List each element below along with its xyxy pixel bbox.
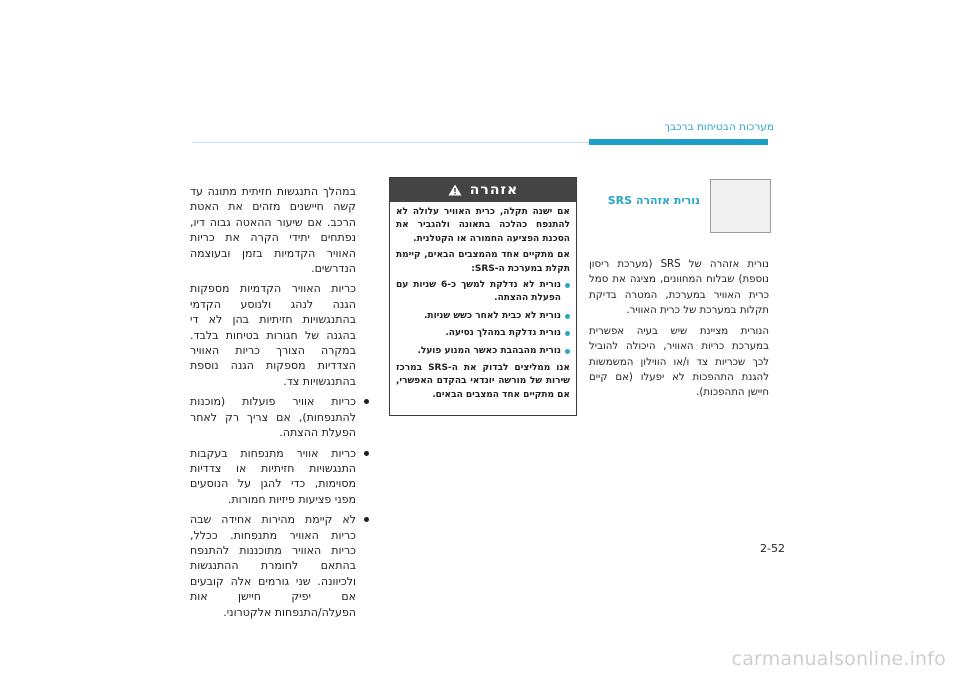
left-bullet-list bbox=[190, 394, 356, 620]
list-item bbox=[190, 512, 356, 620]
section-title: מערכות הבטיחות ברכבך bbox=[664, 121, 774, 133]
left-column bbox=[190, 184, 356, 619]
warning-condition-lead: אם מתקיים אחד מהמצבים הבאים, קיימת תקלת במערכת ה-SRS: bbox=[396, 250, 570, 274]
list-item bbox=[396, 279, 570, 306]
bullet-icon bbox=[364, 517, 369, 522]
list-item bbox=[190, 394, 356, 440]
warning-light-title: נורית אזהרה SRS bbox=[607, 194, 700, 207]
warning-header bbox=[390, 178, 576, 202]
warning-closing: אנו ממליצים לבדוק את ה-SRS במרכז שירות של מורשה יונדאי בהקדם האפשרי, אם מתקיים אחד המצבים הבאים. bbox=[396, 363, 570, 400]
warning-item: נורית לא נדלקת למשך כ-6 שניות עם הפעלת ההצתה. bbox=[396, 280, 561, 304]
warning-box bbox=[389, 177, 577, 416]
list-item bbox=[396, 345, 570, 358]
right-paragraph-1: נורית אזהרה של SRS (מערכת ריסון נוספת) שבלוח המחוונים, מציגה את סמל כרית האוויר במערכת, המטרה בדיקת תקלות במערכת של כרית האוויר. bbox=[589, 259, 769, 316]
warning-intro: אם ישנה תקלה, כרית האוויר עלולה לא להתנפח כהלכה בתאונה ולהגביר את הסכנת הפציעה החמורה או הקטלנית. bbox=[396, 207, 570, 244]
right-paragraph-2: הנורית מציינת שיש בעיה אפשרית במערכת כריות האוויר, היכולה להוביל לכך שכריות צד ו/או הווילון המשמשות להגנת התהפכות לא יפעלו (אם קיים חיישן התהפכות). bbox=[589, 326, 769, 399]
warning-item: נורית נדלקת במהלך נסיעה. bbox=[445, 328, 561, 339]
bullet-icon bbox=[565, 314, 570, 319]
bullet-icon bbox=[565, 331, 570, 336]
header-tab bbox=[589, 139, 768, 145]
warning-item: נורית לא כבית לאחר כשש שניות. bbox=[424, 310, 561, 321]
left-paragraph-2: כריות האוויר הקדמיות מספקות הגנה לנהג ולנוסע הקדמי בהתנגשויות חזיתיות בהן לא די בהגנה של חגורות בטיחות בלבד. במקרה הצורך כריות האוויר הצדדיות מספקות הגנה נוספת בהתנגשויות צד. bbox=[190, 282, 356, 388]
bullet-icon bbox=[364, 451, 369, 456]
warning-light-image bbox=[710, 179, 771, 233]
right-column bbox=[589, 257, 769, 399]
warning-title: אזהרה bbox=[469, 182, 519, 198]
bullet-icon bbox=[364, 399, 369, 404]
bullet-text: כריות אוויר פועלות (מוכנות להתנפחות), אם צריך רק לאחר הפעלת ההצתה. bbox=[190, 395, 356, 440]
bullet-icon bbox=[565, 283, 570, 288]
bullet-text: כריות אוויר מתנפחות בעקבות התנגשויות חזיתיות או צדדיות מסוימות, כדי להגן על הנוסעים מפני פציעות פיזיות חמורות. bbox=[190, 446, 356, 506]
list-item bbox=[190, 446, 356, 508]
warning-triangle-icon bbox=[448, 184, 462, 196]
warning-list bbox=[396, 279, 570, 358]
warning-body bbox=[390, 202, 576, 402]
warning-item: נורית מהבהבת כאשר המנוע פועל. bbox=[417, 345, 561, 356]
page-number: 2-52 bbox=[760, 542, 785, 555]
bullet-icon bbox=[565, 349, 570, 354]
left-paragraph-1: במהלך התנגשות חזיתית מתונה עד קשה חיישנים מזהים את האטת הרכב. אם שיעור ההאטה גבוה דיו, נפתחים יתידי הקרה את כריות האוויר הקדמיות בזמן ובעוצמה הנדרשים. bbox=[190, 185, 356, 276]
watermark: carmanualsonline.info bbox=[731, 648, 946, 670]
bullet-text: לא קיימת מהירות אחידה שבה כריות האוויר מתנפחות. ככלל, כריות האוויר מתוכננות להתנפח בהתאם לחומרת ההתנגשות ולכיוונה. שני גורמים אלה קובעים אם יפיק חיישן אות הפעלה/התנפחות אלקטרוני. bbox=[190, 513, 356, 619]
list-item bbox=[396, 310, 570, 323]
list-item bbox=[396, 327, 570, 340]
